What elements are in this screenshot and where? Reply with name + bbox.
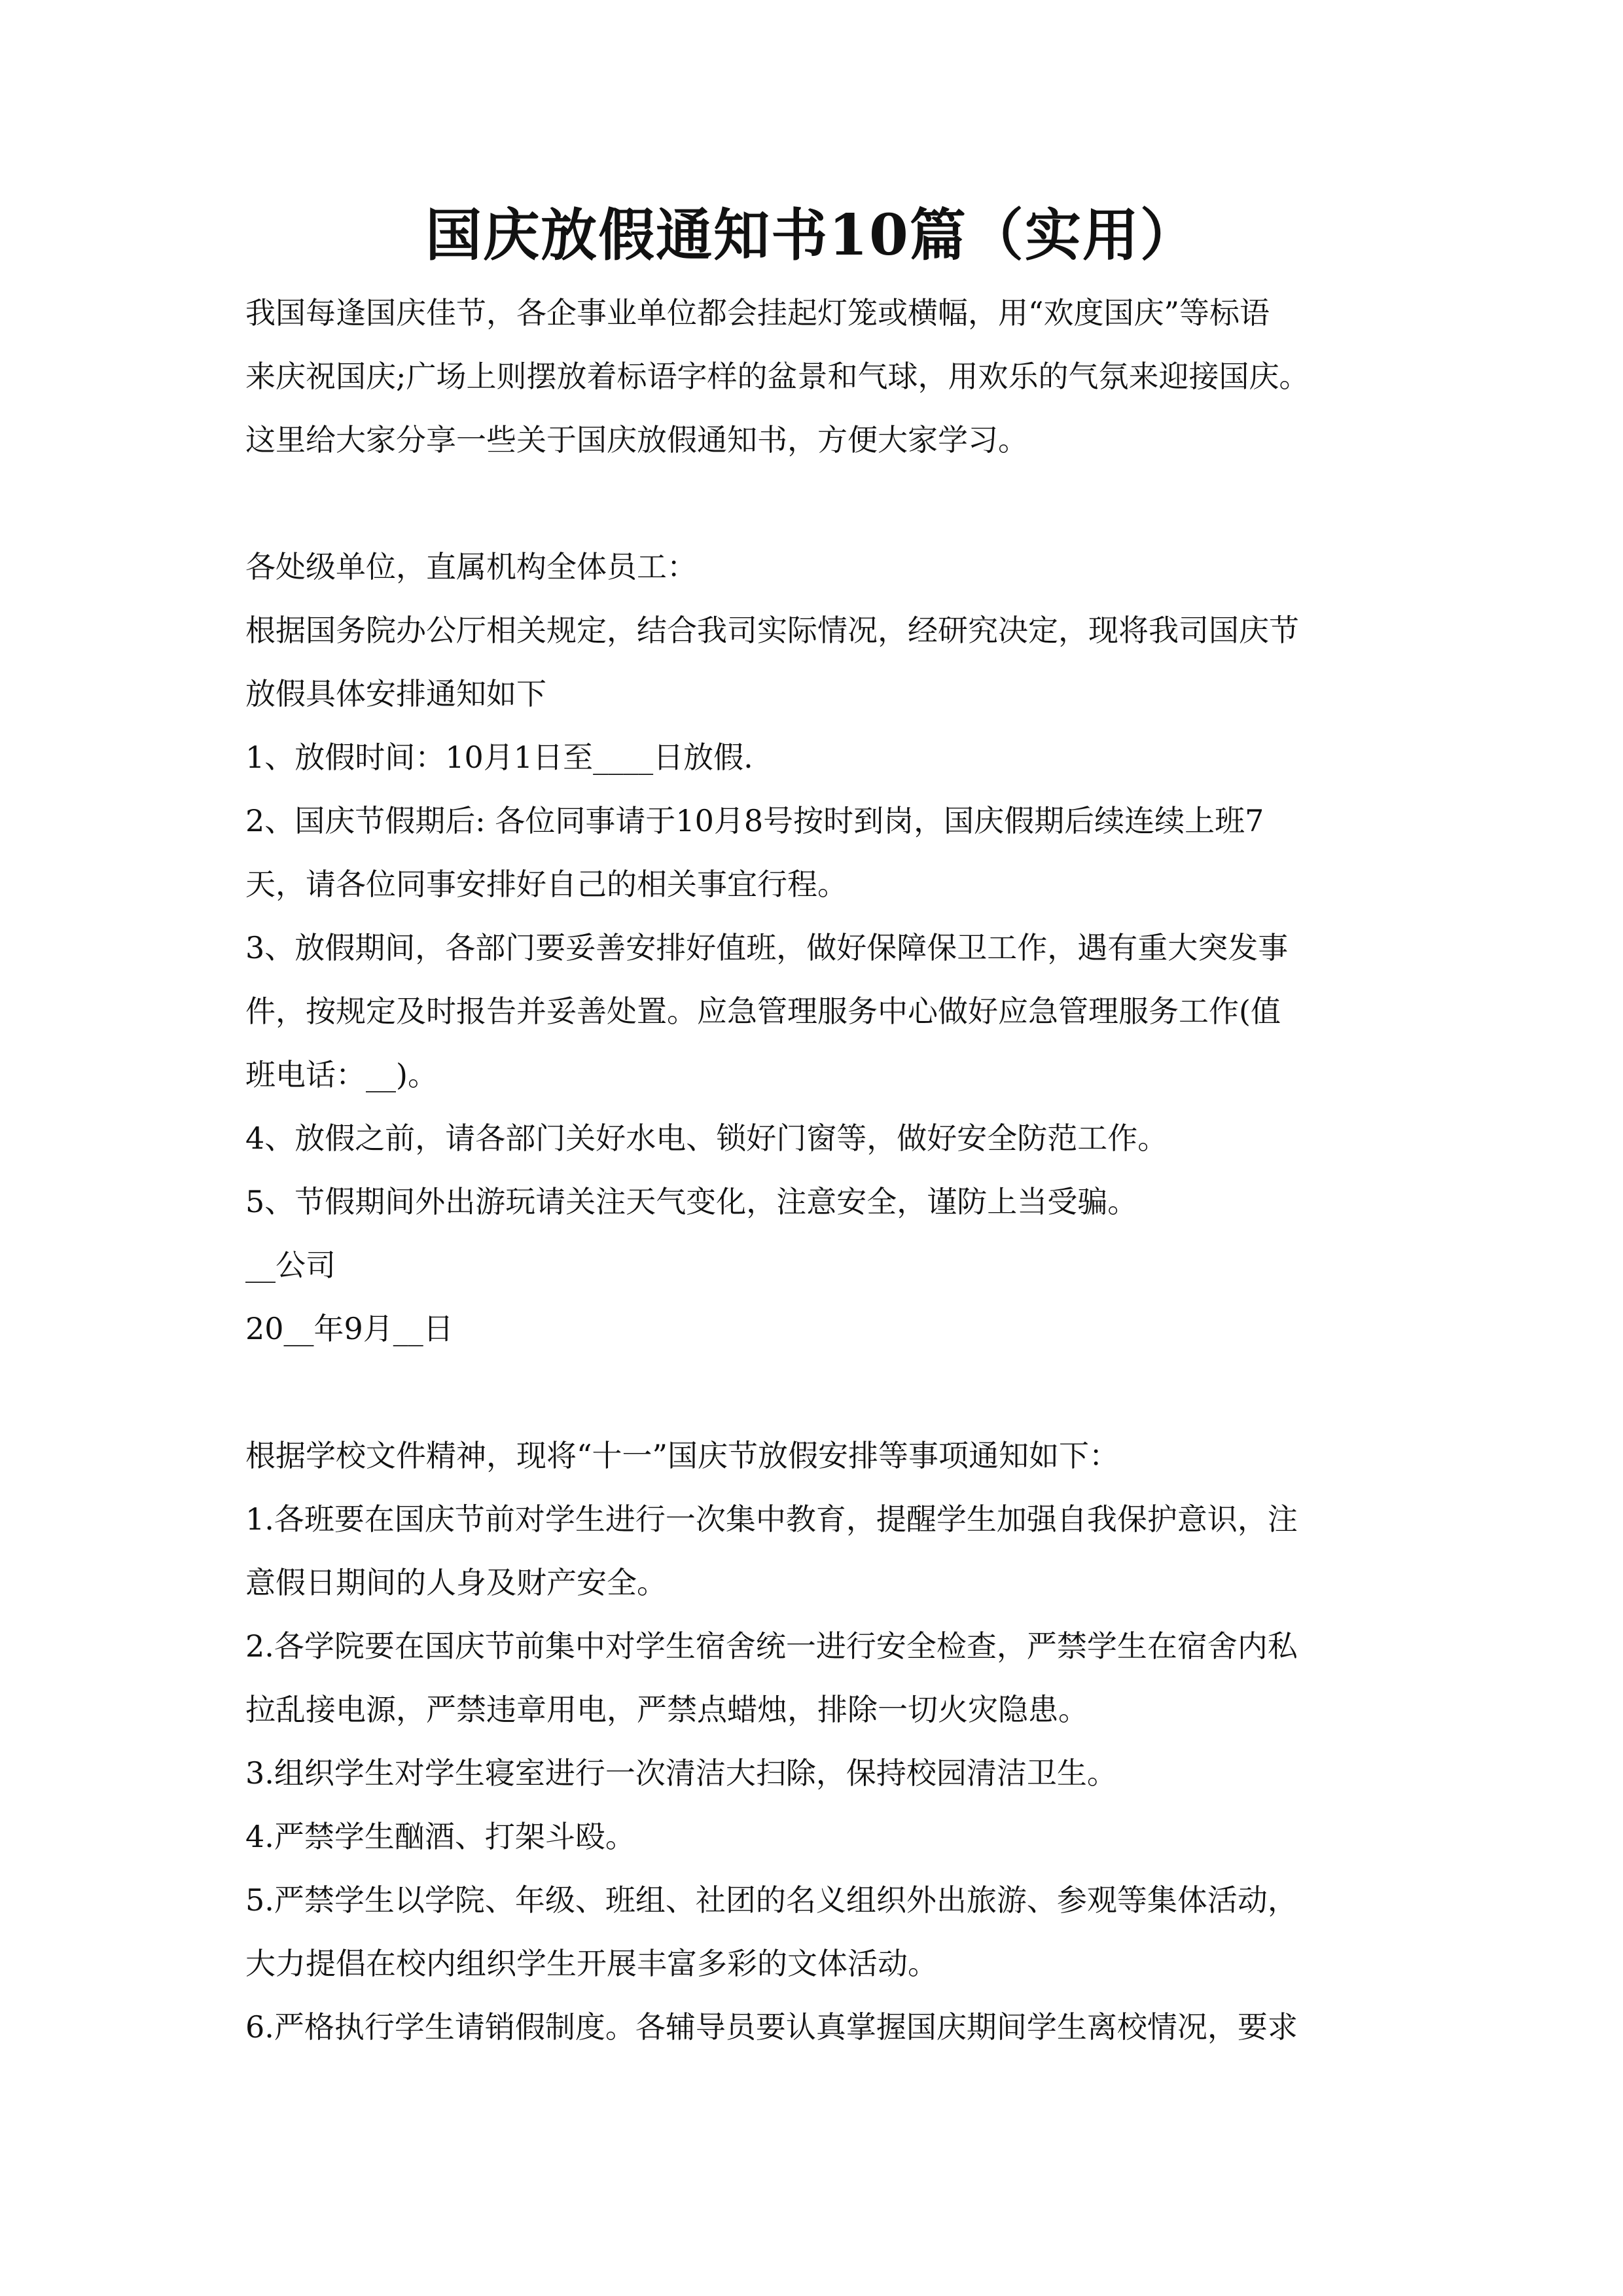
notice2-line: 1.各班要在国庆节前对学生进行一次集中教育，提醒学生加强自我保护意识，注 bbox=[245, 1501, 1298, 1537]
notice1-date: 20__年9月__日 bbox=[245, 1311, 454, 1346]
document-title: 国庆放假通知书10篇（实用） bbox=[425, 202, 1198, 268]
intro-line: 这里给大家分享一些关于国庆放假通知书，方便大家学习。 bbox=[245, 422, 1028, 457]
notice1-company: __公司 bbox=[245, 1247, 336, 1283]
notice1-line: 4、放假之前，请各部门关好水电、锁好门窗等，做好安全防范工作。 bbox=[245, 1121, 1168, 1156]
notice2-line: 大力提倡在校内组织学生开展丰富多彩的文体活动。 bbox=[245, 1946, 938, 1981]
notice1-line: 件，按规定及时报告并妥善处置。应急管理服务中心做好应急管理服务工作(值 bbox=[245, 994, 1281, 1029]
notice1-line: 根据国务院办公厅相关规定，结合我司实际情况，经研究决定，现将我司国庆节 bbox=[245, 613, 1299, 648]
document-body bbox=[245, 281, 1397, 2059]
notice1-line: 5、节假期间外出游玩请关注天气变化，注意安全，谨防上当受骗。 bbox=[245, 1184, 1138, 1219]
paragraph-gap bbox=[245, 1361, 1397, 1424]
notice2-line: 拉乱接电源，严禁违章用电，严禁点蜡烛，排除一切火灾隐患。 bbox=[245, 1692, 1088, 1727]
notice1-line: 天，请各位同事安排好自己的相关事宜行程。 bbox=[245, 867, 847, 902]
notice1-salutation: 各处级单位，直属机构全体员工： bbox=[245, 549, 697, 584]
notice1-line: 放假具体安排通知如下 bbox=[245, 676, 546, 711]
notice1-line: 2、国庆节假期后: 各位同事请于10月8号按时到岗，国庆假期后续连续上班7 bbox=[245, 803, 1264, 838]
notice1-line: 1、放假时间：10月1日至____日放假. bbox=[245, 740, 753, 775]
intro-line: 来庆祝国庆;广场上则摆放着标语字样的盆景和气球，用欢乐的气氛来迎接国庆。 bbox=[245, 359, 1310, 394]
notice2-line: 6.严格执行学生请销假制度。各辅导员要认真掌握国庆期间学生离校情况，要求 bbox=[245, 2009, 1298, 2045]
notice2-line: 意假日期间的人身及财产安全。 bbox=[245, 1565, 667, 1600]
notice2-line: 4.严禁学生酗酒、打架斗殴。 bbox=[245, 1819, 635, 1854]
intro-line: 我国每逢国庆佳节，各企事业单位都会挂起灯笼或横幅，用“欢度国庆”等标语 bbox=[245, 295, 1270, 331]
notice2-line: 3.组织学生对学生寝室进行一次清洁大扫除，保持校园清洁卫生。 bbox=[245, 1755, 1117, 1791]
notice1-line: 3、放假期间，各部门要妥善安排好值班，做好保障保卫工作，遇有重大突发事 bbox=[245, 930, 1289, 965]
paragraph-gap bbox=[245, 472, 1397, 535]
notice2-line: 2.各学院要在国庆节前集中对学生宿舍统一进行安全检查，严禁学生在宿舍内私 bbox=[245, 1628, 1298, 1664]
notice2-line: 根据学校文件精神，现将“十一”国庆节放假安排等事项通知如下： bbox=[245, 1438, 1120, 1473]
notice2-line: 5.严禁学生以学院、年级、班组、社团的名义组织外出旅游、参观等集体活动， bbox=[245, 1882, 1298, 1918]
notice1-line: 班电话：__)。 bbox=[245, 1057, 438, 1092]
